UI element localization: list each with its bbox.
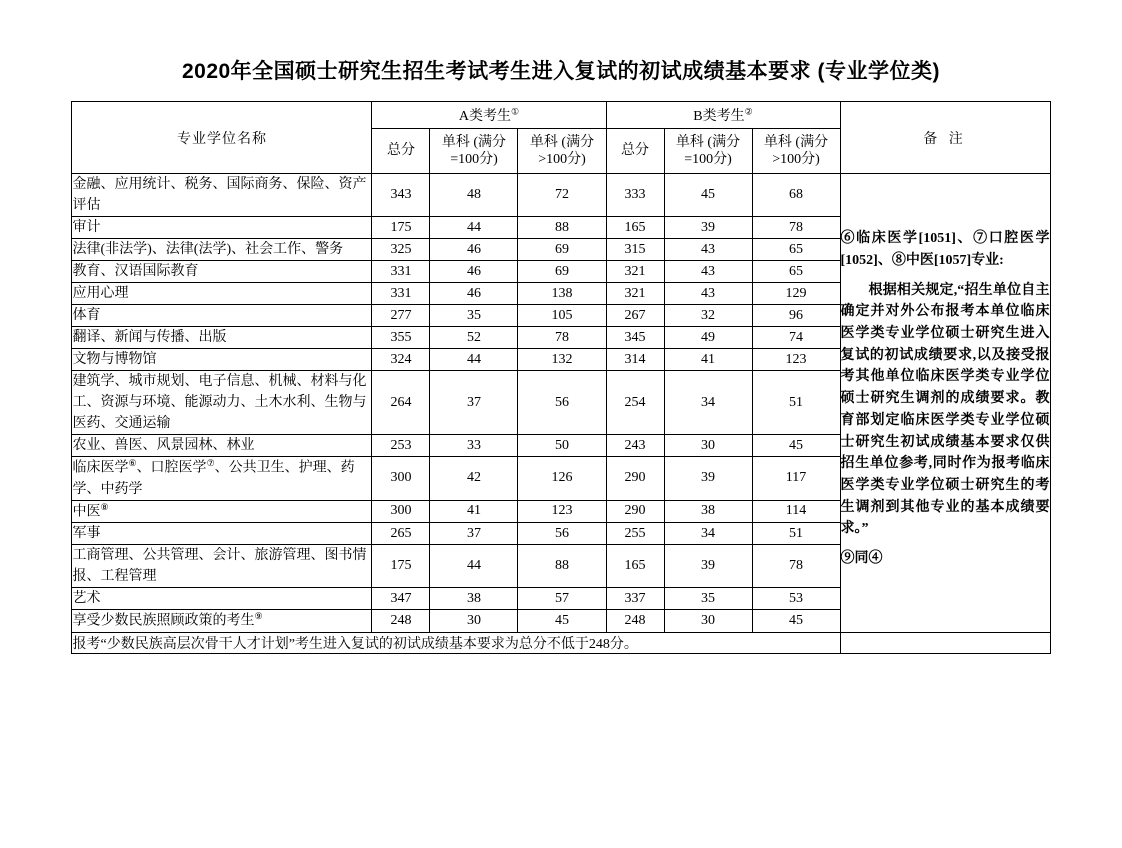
row-b-total: 345 xyxy=(606,327,664,349)
row-b-eq100: 39 xyxy=(664,457,752,501)
row-b-total: 314 xyxy=(606,349,664,371)
row-b-gt100: 51 xyxy=(752,523,840,545)
row-a-total: 253 xyxy=(372,435,430,457)
row-b-total: 321 xyxy=(606,261,664,283)
row-subject: 教育、汉语国际教育 xyxy=(72,261,372,283)
header-a-eq100-l1: 单科 (满分 xyxy=(441,134,507,150)
header-b-eq100-l1: 单科 (满分 xyxy=(675,134,741,150)
row-a-gt100: 138 xyxy=(518,283,606,305)
remark-line-1: ⑥临床医学[1051]、⑦口腔医学[1052]、⑧中医[1057]专业: xyxy=(840,231,1050,269)
row-b-eq100: 43 xyxy=(664,283,752,305)
row-a-gt100: 72 xyxy=(518,174,606,217)
row-b-total: 315 xyxy=(606,239,664,261)
row-b-gt100: 114 xyxy=(752,500,840,523)
row-b-eq100: 39 xyxy=(664,217,752,239)
header-b-gt100-l2: >100分) xyxy=(772,152,820,167)
footnote-mark: ⑦ xyxy=(206,458,215,468)
header-group-a-label: A类考生 xyxy=(458,109,512,124)
row-b-gt100: 78 xyxy=(752,217,840,239)
row-b-total: 255 xyxy=(606,523,664,545)
footnote-mark-1: ① xyxy=(511,106,520,117)
row-a-total: 343 xyxy=(372,174,430,217)
row-a-eq100: 37 xyxy=(430,523,518,545)
row-b-gt100: 96 xyxy=(752,305,840,327)
row-b-eq100: 43 xyxy=(664,261,752,283)
row-b-total: 243 xyxy=(606,435,664,457)
row-a-gt100: 132 xyxy=(518,349,606,371)
row-a-gt100: 56 xyxy=(518,523,606,545)
row-a-eq100: 48 xyxy=(430,174,518,217)
table-footnote-row xyxy=(72,632,1050,653)
row-b-eq100: 43 xyxy=(664,239,752,261)
row-subject: 艺术 xyxy=(72,588,372,610)
row-a-gt100: 126 xyxy=(518,457,606,501)
row-b-gt100: 45 xyxy=(752,435,840,457)
row-b-total: 165 xyxy=(606,545,664,588)
row-subject: 翻译、新闻与传播、出版 xyxy=(72,327,372,349)
row-b-eq100: 30 xyxy=(664,610,752,633)
row-a-eq100: 46 xyxy=(430,261,518,283)
row-a-total: 325 xyxy=(372,239,430,261)
row-b-eq100: 34 xyxy=(664,523,752,545)
row-b-eq100: 34 xyxy=(664,371,752,435)
row-a-gt100: 56 xyxy=(518,371,606,435)
row-a-eq100: 30 xyxy=(430,610,518,633)
row-a-eq100: 52 xyxy=(430,327,518,349)
row-a-total: 331 xyxy=(372,261,430,283)
row-a-total: 264 xyxy=(372,371,430,435)
row-a-gt100: 69 xyxy=(518,239,606,261)
row-b-total: 248 xyxy=(606,610,664,633)
row-a-eq100: 46 xyxy=(430,239,518,261)
document-page xyxy=(0,55,1122,848)
row-b-total: 254 xyxy=(606,371,664,435)
row-b-gt100: 74 xyxy=(752,327,840,349)
remark-cell xyxy=(840,174,1050,633)
row-a-gt100: 50 xyxy=(518,435,606,457)
row-b-gt100: 123 xyxy=(752,349,840,371)
row-a-total: 175 xyxy=(372,545,430,588)
footnote-mark: ⑧ xyxy=(100,501,109,512)
row-a-gt100: 88 xyxy=(518,545,606,588)
header-a-gt100-l1: 单科 (满分 xyxy=(529,134,595,150)
row-b-eq100: 49 xyxy=(664,327,752,349)
row-a-gt100: 69 xyxy=(518,261,606,283)
page-title: 2020年全国硕士研究生招生考试考生进入复试的初试成绩基本要求 (专业学位类) xyxy=(181,60,941,83)
row-b-total: 290 xyxy=(606,500,664,523)
row-b-gt100: 78 xyxy=(752,545,840,588)
header-group-b xyxy=(606,102,840,129)
row-a-total: 265 xyxy=(372,523,430,545)
row-b-gt100: 65 xyxy=(752,239,840,261)
row-a-total: 324 xyxy=(372,349,430,371)
row-b-gt100: 117 xyxy=(752,457,840,501)
footnote-mark: ⑨ xyxy=(254,611,263,622)
row-subject: 工商管理、公共管理、会计、旅游管理、图书情报、工程管理 xyxy=(72,545,372,588)
header-b-eq100-l2: =100分) xyxy=(684,152,732,167)
row-b-total: 337 xyxy=(606,588,664,610)
row-subject: 法律(非法学)、法律(法学)、社会工作、警务 xyxy=(72,239,372,261)
row-b-gt100: 45 xyxy=(752,610,840,633)
row-subject: 金融、应用统计、税务、国际商务、保险、资产评估 xyxy=(72,174,372,217)
row-a-gt100: 78 xyxy=(518,327,606,349)
row-a-eq100: 35 xyxy=(430,305,518,327)
row-a-eq100: 41 xyxy=(430,500,518,523)
row-b-eq100: 45 xyxy=(664,174,752,217)
row-subject: 体育 xyxy=(72,305,372,327)
row-a-gt100: 45 xyxy=(518,610,606,633)
header-b-total: 总分 xyxy=(606,129,664,174)
row-b-total: 333 xyxy=(606,174,664,217)
score-requirements-table xyxy=(71,101,1050,654)
row-b-eq100: 38 xyxy=(664,500,752,523)
row-subject: 文物与博物馆 xyxy=(72,349,372,371)
row-subject: 审计 xyxy=(72,217,372,239)
header-remark: 备 注 xyxy=(840,102,1050,174)
header-a-gt100 xyxy=(518,129,606,174)
row-a-eq100: 33 xyxy=(430,435,518,457)
header-b-eq100 xyxy=(664,129,752,174)
row-a-eq100: 38 xyxy=(430,588,518,610)
row-a-total: 277 xyxy=(372,305,430,327)
row-b-total: 321 xyxy=(606,283,664,305)
row-a-eq100: 37 xyxy=(430,371,518,435)
row-b-total: 165 xyxy=(606,217,664,239)
row-a-eq100: 44 xyxy=(430,545,518,588)
row-a-eq100: 44 xyxy=(430,217,518,239)
row-a-gt100: 57 xyxy=(518,588,606,610)
row-subject: 享受少数民族照顾政策的考生⑨ xyxy=(72,610,372,633)
row-b-gt100: 129 xyxy=(752,283,840,305)
row-a-total: 355 xyxy=(372,327,430,349)
row-b-eq100: 35 xyxy=(664,588,752,610)
row-subject: 农业、兽医、风景园林、林业 xyxy=(72,435,372,457)
header-b-gt100-l1: 单科 (满分 xyxy=(763,134,829,150)
row-subject: 建筑学、城市规划、电子信息、机械、材料与化工、资源与环境、能源动力、土木水利、生物与医药、交通运输 xyxy=(72,371,372,435)
header-b-gt100 xyxy=(752,129,840,174)
row-a-total: 300 xyxy=(372,457,430,501)
table-header-row-groups xyxy=(72,102,1050,129)
header-group-b-label: B类考生 xyxy=(693,109,745,124)
row-a-gt100: 88 xyxy=(518,217,606,239)
row-b-eq100: 41 xyxy=(664,349,752,371)
row-a-eq100: 44 xyxy=(430,349,518,371)
header-group-a xyxy=(372,102,606,129)
row-a-total: 331 xyxy=(372,283,430,305)
remark-line-3: ⑨同④ xyxy=(840,550,883,566)
row-subject: 应用心理 xyxy=(72,283,372,305)
header-subject: 专业学位名称 xyxy=(72,102,372,174)
row-b-total: 290 xyxy=(606,457,664,501)
footnote-mark: ⑥ xyxy=(128,458,137,468)
row-subject: 临床医学⑥、口腔医学⑦、公共卫生、护理、药学、中药学 xyxy=(72,457,372,501)
header-a-total: 总分 xyxy=(372,129,430,174)
row-a-gt100: 105 xyxy=(518,305,606,327)
table-row xyxy=(72,174,1050,217)
row-a-total: 175 xyxy=(372,217,430,239)
footnote-mark-2: ② xyxy=(744,106,753,117)
row-b-gt100: 68 xyxy=(752,174,840,217)
row-b-gt100: 65 xyxy=(752,261,840,283)
footnote-text: 报考“少数民族高层次骨干人才计划”考生进入复试的初试成绩基本要求为总分不低于248分。 xyxy=(72,632,840,653)
header-a-gt100-l2: >100分) xyxy=(538,152,586,167)
row-b-eq100: 30 xyxy=(664,435,752,457)
row-a-total: 248 xyxy=(372,610,430,633)
row-b-gt100: 53 xyxy=(752,588,840,610)
row-subject: 军事 xyxy=(72,523,372,545)
row-a-gt100: 123 xyxy=(518,500,606,523)
row-b-eq100: 39 xyxy=(664,545,752,588)
remark-line-2: 根据相关规定,“招生单位自主确定并对外公布报考本单位临床医学类专业学位硕士研究生进入复试的初试成绩要求,以及接受报考其他单位临床医学类专业学位硕士研究生调剂的成绩要求。教育部划定临床医学类专业学位硕士研究生初试成绩基本要求仅供招生单位参考,同时作为报考临床医学类专业学位硕士研究生的考生调剂到其他专业的基本成绩要求。” xyxy=(840,282,1050,537)
header-a-eq100-l2: =100分) xyxy=(450,152,498,167)
header-a-eq100 xyxy=(430,129,518,174)
row-a-eq100: 46 xyxy=(430,283,518,305)
row-b-gt100: 51 xyxy=(752,371,840,435)
row-a-total: 300 xyxy=(372,500,430,523)
row-b-total: 267 xyxy=(606,305,664,327)
row-b-eq100: 32 xyxy=(664,305,752,327)
row-subject: 中医⑧ xyxy=(72,500,372,523)
row-a-total: 347 xyxy=(372,588,430,610)
row-a-eq100: 42 xyxy=(430,457,518,501)
